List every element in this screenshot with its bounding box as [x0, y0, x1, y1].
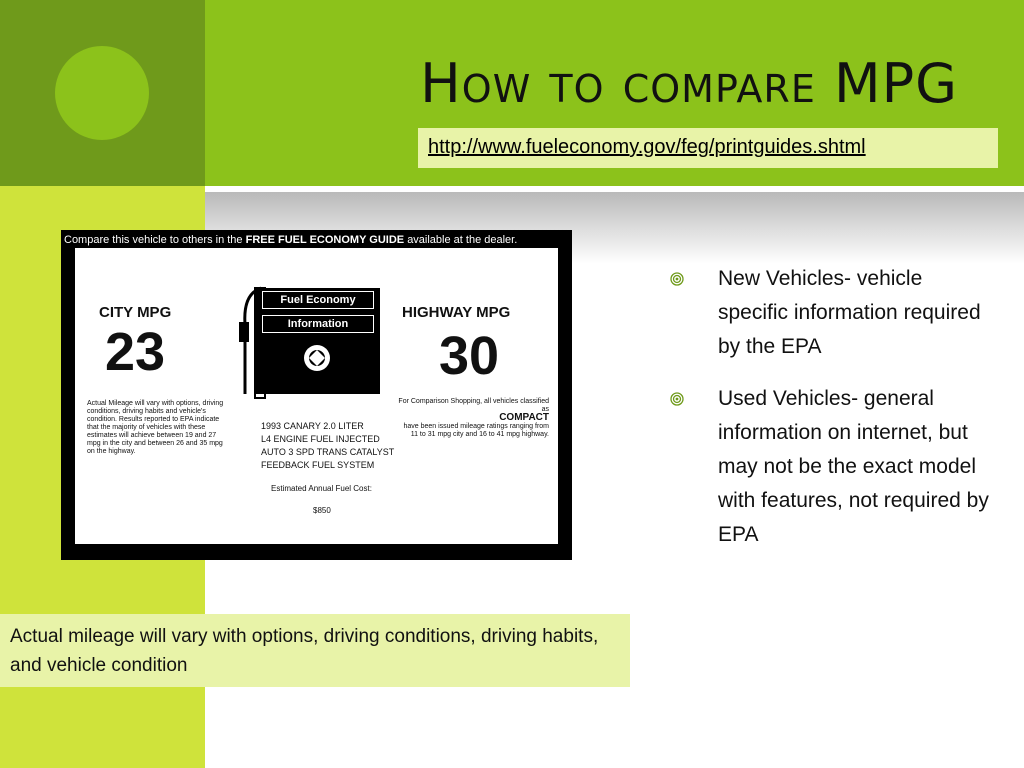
highway-mpg-value: 30 [439, 326, 500, 386]
link-box [418, 128, 998, 168]
vehicle-line: AUTO 3 SPD TRANS CATALYST [261, 447, 395, 457]
label-header-suffix: available at the dealer. [407, 234, 518, 246]
bullet-text: New Vehicles- vehicle specific information required by the EPA [718, 267, 981, 358]
slide-title: How to compare MPG [420, 52, 958, 115]
label-header [64, 232, 569, 248]
label-body [75, 248, 558, 544]
sign-line-1: Fuel Economy [262, 291, 374, 309]
label-header-prefix: Compare this vehicle to others in the [64, 234, 243, 246]
bullet-item [670, 262, 990, 364]
highway-note-pre: For Comparison Shopping, all vehicles classified as [398, 398, 549, 413]
source-link[interactable]: http://www.fueleconomy.gov/feg/printguides.shtml [428, 136, 866, 158]
city-mpg-note: Actual Mileage will vary with options, driving conditions, driving habits and vehicle's condition. Results reported to EPA indicate that the majority of vehicles with these estimates will achieve between 19 and 27 mpg in the city and between 26 and 35 mpg on the highway. [87, 400, 224, 455]
fuel-economy-sign [256, 288, 380, 394]
vehicle-line: FEEDBACK FUEL SYSTEM [261, 460, 375, 470]
vehicle-line: L4 ENGINE FUEL INJECTED [261, 434, 380, 444]
bullet-list [670, 262, 990, 570]
circle-bullet-icon [670, 392, 684, 406]
bullet-item [670, 382, 990, 552]
image-caption: Actual mileage will vary with options, driving conditions, driving habits, and vehicle condition [10, 626, 599, 676]
highway-note-post: have been issued mileage ratings ranging from 11 to 31 mpg city and 16 to 41 mpg highway. [403, 423, 549, 438]
fuel-economy-label-image [61, 230, 572, 560]
sign-line-2: Information [262, 315, 374, 333]
highway-mpg-heading: HIGHWAY MPG [402, 304, 511, 321]
decorative-circle [55, 46, 149, 140]
city-mpg-heading: CITY MPG [99, 304, 172, 321]
annual-cost-value: $850 [313, 506, 331, 515]
vehicle-class: COMPACT [499, 412, 549, 423]
annual-cost-label: Estimated Annual Fuel Cost: [271, 484, 372, 493]
bullet-text: Used Vehicles- general information on internet, but may not be the exact model with features, not required by EPA [718, 387, 989, 546]
label-header-guide: FREE FUEL ECONOMY GUIDE [245, 234, 405, 246]
circle-bullet-icon [670, 272, 684, 286]
city-mpg-value: 23 [105, 322, 166, 382]
vehicle-line: 1993 CANARY 2.0 LITER [261, 421, 364, 431]
vehicle-description [261, 420, 401, 472]
highway-mpg-note [395, 398, 549, 439]
agency-emblem-icon [290, 340, 344, 384]
caption-box [0, 614, 630, 687]
